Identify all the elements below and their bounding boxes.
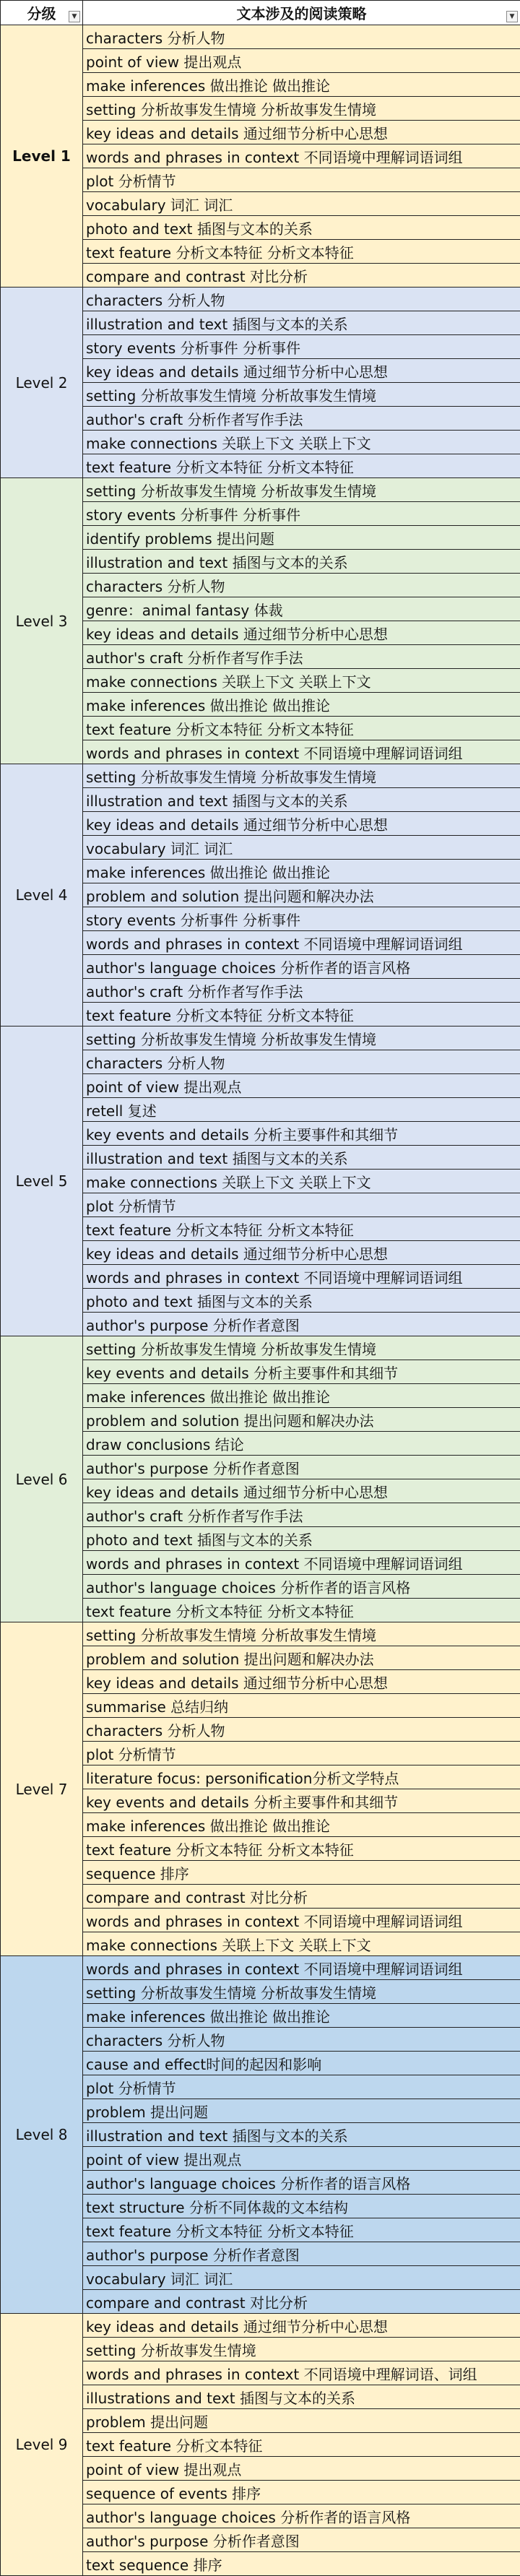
strategy-cell[interactable]: key ideas and details 通过细节分析中心思想 [83, 812, 520, 836]
strategy-cell[interactable]: make connections 关联上下文 关联上下文 [83, 1170, 520, 1193]
strategy-cell[interactable]: characters 分析人物 [83, 288, 520, 311]
strategy-cell[interactable]: sequence of events 排序 [83, 2481, 520, 2504]
strategy-cell[interactable]: identify problems 提出问题 [83, 526, 520, 550]
strategy-cell[interactable]: cause and effect时间的起因和影响 [83, 2052, 520, 2075]
header-row [1, 1, 520, 25]
strategy-cell[interactable]: author's language choices 分析作者的语言风格 [83, 955, 520, 979]
strategy-cell[interactable]: author's purpose 分析作者意图 [83, 1313, 520, 1336]
strategy-cell[interactable]: setting 分析故事发生情境 分析故事发生情境 [83, 383, 520, 407]
strategy-cell[interactable]: text feature 分析文本特征 分析文本特征 [83, 717, 520, 740]
strategy-cell[interactable]: words and phrases in context 不同语境中理解词语词组 [83, 1551, 520, 1575]
strategy-cell[interactable]: literature focus: personification分析文学特点 [83, 1765, 520, 1789]
strategy-cell[interactable]: characters 分析人物 [83, 25, 520, 49]
strategy-column-header [83, 1, 520, 25]
strategy-cell[interactable]: characters 分析人物 [83, 1718, 520, 1742]
strategy-cell[interactable]: text feature 分析文本特征 [83, 2433, 520, 2457]
strategy-cell[interactable]: text feature 分析文本特征 分析文本特征 [83, 1217, 520, 1241]
strategy-cell[interactable]: story events 分析事件 分析事件 [83, 502, 520, 526]
strategy-cell[interactable]: words and phrases in context 不同语境中理解词语词组 [83, 1909, 520, 1932]
strategy-cell[interactable]: problem 提出问题 [83, 2409, 520, 2433]
strategy-cell[interactable]: story events 分析事件 分析事件 [83, 907, 520, 931]
level-cell[interactable]: Level 1 [1, 25, 83, 288]
strategy-cell[interactable]: point of view 提出观点 [83, 2457, 520, 2481]
strategy-cell[interactable]: illustration and text 插图与文本的关系 [83, 2123, 520, 2147]
strategy-cell[interactable]: photo and text 插图与文本的关系 [83, 216, 520, 240]
strategy-cell[interactable]: make inferences 做出推论 做出推论 [83, 73, 520, 97]
strategy-cell[interactable]: point of view 提出观点 [83, 49, 520, 73]
strategy-cell[interactable]: author's language choices 分析作者的语言风格 [83, 1575, 520, 1599]
strategy-cell[interactable]: author's craft 分析作者写作手法 [83, 407, 520, 431]
strategy-cell[interactable]: author's purpose 分析作者意图 [83, 2528, 520, 2552]
level-cell[interactable]: Level 3 [1, 478, 83, 764]
strategy-cell[interactable]: text sequence 排序 [83, 2552, 520, 2576]
strategy-cell[interactable]: key ideas and details 通过细节分析中心思想 [83, 621, 520, 645]
strategy-cell[interactable]: make inferences 做出推论 做出推论 [83, 693, 520, 717]
strategy-cell[interactable]: author's language choices 分析作者的语言风格 [83, 2171, 520, 2195]
strategy-cell[interactable]: make inferences 做出推论 做出推论 [83, 1813, 520, 1837]
strategy-cell[interactable]: key ideas and details 通过细节分析中心思想 [83, 121, 520, 144]
level-cell[interactable]: Level 9 [1, 2314, 83, 2576]
strategy-cell[interactable]: key ideas and details 通过细节分析中心思想 [83, 1670, 520, 1694]
strategy-cell[interactable]: illustrations and text 插图与文本的关系 [83, 2385, 520, 2409]
strategy-cell[interactable]: characters 分析人物 [83, 2028, 520, 2052]
strategy-cell[interactable]: key ideas and details 通过细节分析中心思想 [83, 2314, 520, 2338]
strategy-cell[interactable]: author's purpose 分析作者意图 [83, 1456, 520, 1479]
strategy-cell[interactable]: point of view 提出观点 [83, 1074, 520, 1098]
strategy-cell[interactable]: text feature 分析文本特征 分析文本特征 [83, 454, 520, 478]
level-cell[interactable]: Level 8 [1, 1956, 83, 2314]
filter-dropdown-icon[interactable]: ▼ [69, 11, 80, 22]
level-column-header [1, 1, 83, 25]
table-row [1, 2314, 520, 2338]
strategy-cell[interactable]: key events and details 分析主要事件和其细节 [83, 1360, 520, 1384]
strategy-cell[interactable]: photo and text 插图与文本的关系 [83, 1289, 520, 1313]
strategy-cell[interactable]: author's language choices 分析作者的语言风格 [83, 2504, 520, 2528]
strategy-cell[interactable]: setting 分析故事发生情境 分析故事发生情境 [83, 764, 520, 788]
strategy-cell[interactable]: words and phrases in context 不同语境中理解词语词组 [83, 144, 520, 168]
strategy-cell[interactable]: words and phrases in context 不同语境中理解词语、词组 [83, 2361, 520, 2385]
strategy-cell[interactable]: sequence 排序 [83, 1861, 520, 1885]
strategy-cell[interactable]: setting 分析故事发生情境 分析故事发生情境 [83, 478, 520, 502]
strategy-cell[interactable]: author's craft 分析作者写作手法 [83, 979, 520, 1003]
strategy-cell[interactable]: make connections 关联上下文 关联上下文 [83, 669, 520, 693]
strategy-cell[interactable]: make inferences 做出推论 做出推论 [83, 2004, 520, 2028]
filter-dropdown-icon[interactable]: ▼ [506, 11, 518, 22]
strategy-cell[interactable]: problem and solution 提出问题和解决办法 [83, 1646, 520, 1670]
table-row [1, 1622, 520, 1646]
strategy-cell[interactable]: illustration and text 插图与文本的关系 [83, 311, 520, 335]
strategy-cell[interactable]: vocabulary 词汇 词汇 [83, 192, 520, 216]
strategy-cell[interactable]: setting 分析故事发生情境 分析故事发生情境 [83, 1026, 520, 1050]
strategy-cell[interactable]: genre：animal fantasy 体裁 [83, 597, 520, 621]
strategy-cell[interactable]: illustration and text 插图与文本的关系 [83, 788, 520, 812]
strategy-cell[interactable]: text feature 分析文本特征 分析文本特征 [83, 2218, 520, 2242]
strategy-cell[interactable]: make inferences 做出推论 做出推论 [83, 1384, 520, 1408]
table-row [1, 478, 520, 502]
strategy-cell[interactable]: words and phrases in context 不同语境中理解词语词组 [83, 1956, 520, 1980]
strategy-cell[interactable]: retell 复述 [83, 1098, 520, 1122]
strategy-column-title: 文本涉及的阅读策略 [237, 5, 367, 22]
level-cell[interactable]: Level 6 [1, 1336, 83, 1622]
strategy-cell[interactable]: text structure 分析不同体裁的文本结构 [83, 2195, 520, 2218]
strategy-cell[interactable]: author's craft 分析作者写作手法 [83, 645, 520, 669]
table-body [1, 25, 520, 2576]
strategy-cell[interactable]: problem and solution 提出问题和解决办法 [83, 883, 520, 907]
strategy-cell[interactable]: characters 分析人物 [83, 1050, 520, 1074]
strategy-cell[interactable]: summarise 总结归纳 [83, 1694, 520, 1718]
strategy-cell[interactable]: make connections 关联上下文 关联上下文 [83, 431, 520, 454]
strategy-cell[interactable]: make connections 关联上下文 关联上下文 [83, 1932, 520, 1956]
strategy-cell[interactable]: text feature 分析文本特征 分析文本特征 [83, 1599, 520, 1622]
strategy-cell[interactable]: story events 分析事件 分析事件 [83, 335, 520, 359]
strategy-cell[interactable]: characters 分析人物 [83, 574, 520, 597]
strategy-cell[interactable]: setting 分析故事发生情境 [83, 2338, 520, 2361]
strategy-cell[interactable]: vocabulary 词汇 词汇 [83, 2266, 520, 2290]
strategy-cell[interactable]: key ideas and details 通过细节分析中心思想 [83, 359, 520, 383]
strategy-cell[interactable]: point of view 提出观点 [83, 2147, 520, 2171]
strategy-cell[interactable]: plot 分析情节 [83, 2075, 520, 2099]
strategy-cell[interactable]: words and phrases in context 不同语境中理解词语词组 [83, 931, 520, 955]
strategy-cell[interactable]: author's purpose 分析作者意图 [83, 2242, 520, 2266]
strategy-cell[interactable]: compare and contrast 对比分析 [83, 2290, 520, 2314]
strategy-cell[interactable]: photo and text 插图与文本的关系 [83, 1527, 520, 1551]
table-row [1, 25, 520, 49]
strategy-cell[interactable]: words and phrases in context 不同语境中理解词语词组 [83, 1265, 520, 1289]
table-row [1, 764, 520, 788]
strategy-cell[interactable]: setting 分析故事发生情境 分析故事发生情境 [83, 97, 520, 121]
level-cell[interactable]: Level 7 [1, 1622, 83, 1956]
level-cell[interactable]: Level 5 [1, 1026, 83, 1336]
strategy-cell[interactable]: setting 分析故事发生情境 分析故事发生情境 [83, 1622, 520, 1646]
strategy-cell[interactable]: plot 分析情节 [83, 1193, 520, 1217]
level-column-title: 分级 [27, 5, 56, 22]
strategy-cell[interactable]: plot 分析情节 [83, 1742, 520, 1765]
table-row [1, 1956, 520, 1980]
strategy-cell[interactable]: text feature 分析文本特征 分析文本特征 [83, 240, 520, 264]
strategy-cell[interactable]: plot 分析情节 [83, 168, 520, 192]
strategy-cell[interactable]: key ideas and details 通过细节分析中心思想 [83, 1241, 520, 1265]
strategy-cell[interactable]: make inferences 做出推论 做出推论 [83, 860, 520, 883]
strategy-cell[interactable]: key events and details 分析主要事件和其细节 [83, 1122, 520, 1146]
strategy-cell[interactable]: vocabulary 词汇 词汇 [83, 836, 520, 860]
strategy-cell[interactable]: problem and solution 提出问题和解决办法 [83, 1408, 520, 1432]
strategy-cell[interactable]: illustration and text 插图与文本的关系 [83, 1146, 520, 1170]
strategy-cell[interactable]: key ideas and details 通过细节分析中心思想 [83, 1479, 520, 1503]
strategy-cell[interactable]: draw conclusions 结论 [83, 1432, 520, 1456]
strategy-cell[interactable]: setting 分析故事发生情境 分析故事发生情境 [83, 1336, 520, 1360]
strategy-cell[interactable]: author's craft 分析作者写作手法 [83, 1503, 520, 1527]
strategy-cell[interactable]: illustration and text 插图与文本的关系 [83, 550, 520, 574]
strategy-cell[interactable]: compare and contrast 对比分析 [83, 1885, 520, 1909]
level-cell[interactable]: Level 2 [1, 288, 83, 478]
level-cell[interactable]: Level 4 [1, 764, 83, 1026]
table-row [1, 1026, 520, 1050]
table-row [1, 288, 520, 311]
strategy-cell[interactable]: words and phrases in context 不同语境中理解词语词组 [83, 740, 520, 764]
strategy-cell[interactable]: key events and details 分析主要事件和其细节 [83, 1789, 520, 1813]
strategy-cell[interactable]: setting 分析故事发生情境 分析故事发生情境 [83, 1980, 520, 2004]
strategy-cell[interactable]: text feature 分析文本特征 分析文本特征 [83, 1003, 520, 1026]
table-row [1, 1336, 520, 1360]
strategy-cell[interactable]: problem 提出问题 [83, 2099, 520, 2123]
strategy-cell[interactable]: compare and contrast 对比分析 [83, 264, 520, 288]
strategy-cell[interactable]: text feature 分析文本特征 分析文本特征 [83, 1837, 520, 1861]
